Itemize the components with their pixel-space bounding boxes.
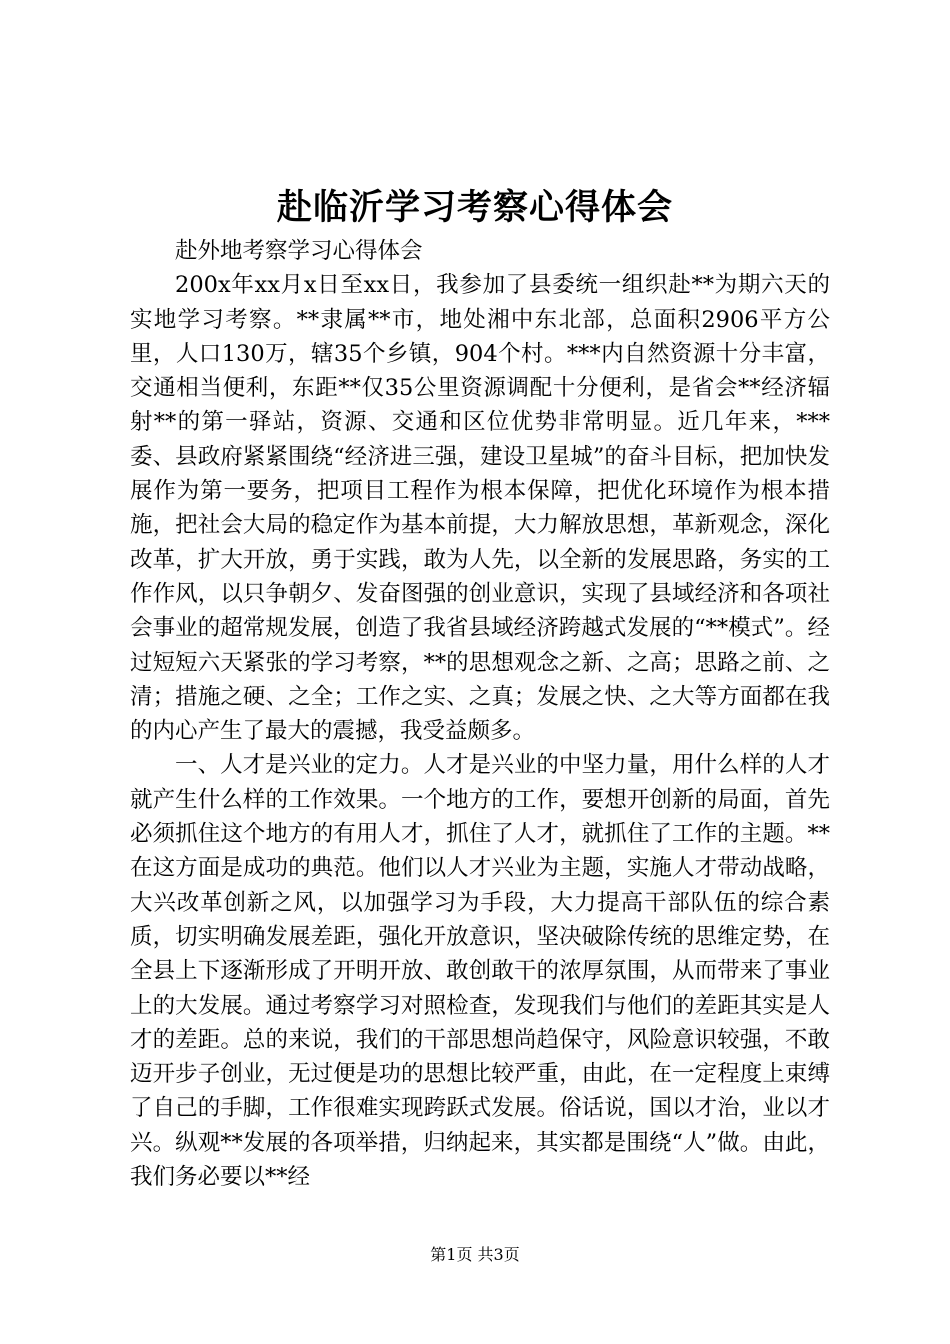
section-one-paragraph: 一、人才是兴业的定力。人才是兴业的中坚力量，用什么样的人才就产生什么样的工作效果。一个地方的工作，要想开创新的局面，首先必须抓住这个地方的有用人才，抓住了人才，就抓住了工作的主题。**在这方面是成功的典范。他们以人才兴业为主题，实施人才带动战略，大兴改革创新之风，以加强学习为手段，大力提高干部队伍的综合素质，切实明确发展差距，强化开放意识，坚决破除传统的思维定势，在全县上下逐渐形成了开明开放、敢创敢干的浓厚氛围，从而带来了事业上的大发展。通过考察学习对照检查，发现我们与他们的差距其实是人才的差距。总的来说，我们的干部思想尚趋保守，风险意识较强，不敢迈开步子创业，无过便是功的思想比较严重，由此，在一定程度上束缚了自己的手脚，工作很难实现跨跃式发展。俗话说，国以才治，业以才兴。纵观**发展的各项举措，归纳起来，其实都是围绕“人”做。由此，我们务必要以**经 xyxy=(130,752,830,1191)
intro-paragraph: 200x年xx月x日至xx日，我参加了县委统一组织赴**为期六天的实地学习考察。**隶属**市，地处湘中东北部，总面积2906平方公里，人口130万，辖35个乡镇，904个村。***内自然资源十分丰富，交通相当便利，东距**仅35公里资源调配十分便利，是省会**经济辐射**的第一驿站，资源、交通和区位优势非常明显。近几年来，***委、县政府紧紧围绕“经济进三强，建设卫星城”的奋斗目标，把加快发展作为第一要务，把项目工程作为根本保障，把优化环境作为根本措施，把社会大局的稳定作为基本前提，大力解放思想，革新观念，深化改革，扩大开放，勇于实践，敢为人先，以全新的发展思路，务实的工作作风，以只争朝夕、发奋图强的创业意识，实现了县域经济和各项社会事业的超常规发展，创造了我省县域经济跨越式发展的“**模式”。经过短短六天紧张的学习考察，**的思想观念之新、之高；思路之前、之清；措施之硬、之全；工作之实、之真；发展之快、之大等方面都在我的内心产生了最大的震撼，我受益颇多。 xyxy=(130,272,830,745)
document-body xyxy=(130,234,830,1194)
document-title: 赴临沂学习考察心得体会 xyxy=(276,187,673,228)
subtitle-paragraph: 赴外地考察学习心得体会 xyxy=(175,238,423,264)
page-number-footer: 第1页 共3页 xyxy=(430,1245,520,1264)
